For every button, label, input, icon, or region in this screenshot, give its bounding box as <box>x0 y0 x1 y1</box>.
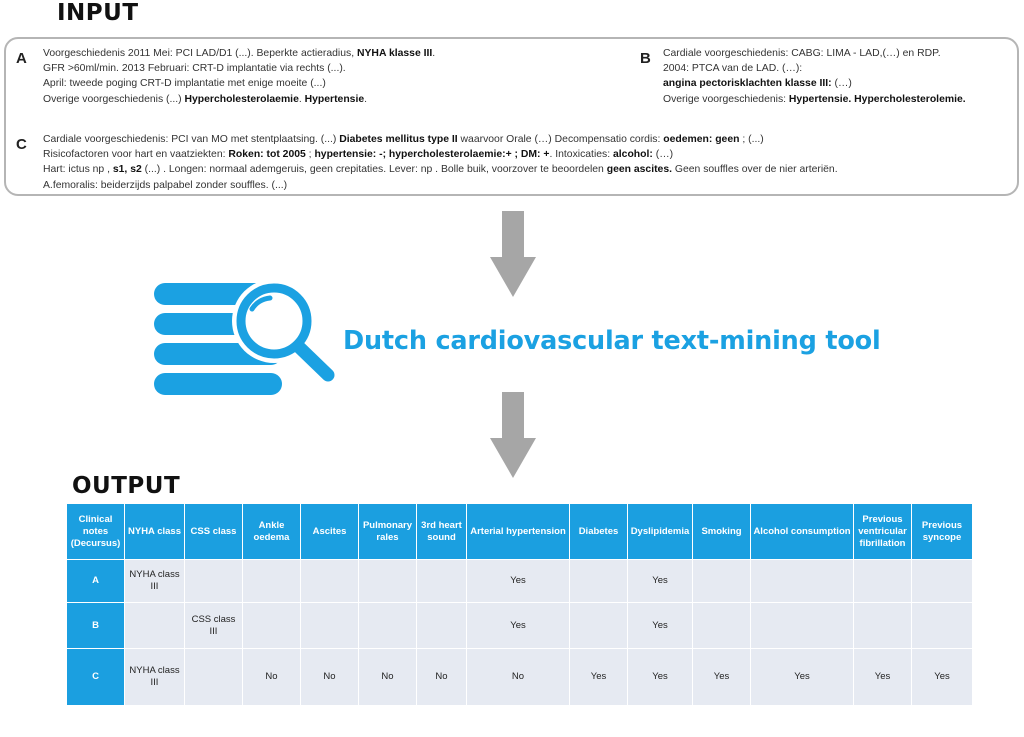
output-heading: OUTPUT <box>72 473 181 499</box>
note-highlight: Hypercholesterolaemie <box>184 93 299 105</box>
table-cell: Yes <box>628 649 693 706</box>
note-line <box>43 76 435 91</box>
table-cell: Yes <box>570 649 628 706</box>
table-cell <box>417 603 467 649</box>
col-header: Ascites <box>301 504 359 560</box>
note-line <box>43 92 435 107</box>
col-header: CSS class <box>185 504 243 560</box>
note-segment: waarvoor Orale (…) Decompensatio cordis: <box>457 134 664 145</box>
col-header: Alcohol consumption <box>751 504 854 560</box>
note-line <box>43 132 838 147</box>
table-cell <box>751 560 854 603</box>
note-c-letter: C <box>16 136 27 153</box>
note-line <box>43 178 838 193</box>
table-cell <box>359 603 417 649</box>
col-header: Pulmonary rales <box>359 504 417 560</box>
table-cell: No <box>467 649 570 706</box>
table-cell <box>125 603 185 649</box>
note-segment: A.femoralis: beiderzijds palpabel zonder souffles. (...) <box>43 179 288 191</box>
table-row <box>67 603 973 649</box>
output-table <box>66 503 973 706</box>
table-cell: No <box>417 649 467 706</box>
col-header: Previous ventricular fibrillation <box>854 504 912 560</box>
table-cell <box>751 603 854 649</box>
note-segment: (…) <box>652 149 674 161</box>
table-cell <box>243 560 301 603</box>
note-highlight: angina pectorisklachten klasse III: <box>663 78 832 90</box>
table-cell <box>301 603 359 649</box>
note-b-letter: B <box>640 50 651 67</box>
table-row <box>67 560 973 603</box>
note-segment: (...) . Longen: normaal ademgeruis, geen crepitaties. Lever: np . Bolle buik, voorzover te beoordelen <box>141 164 607 176</box>
note-segment: Cardiale voorgeschiedenis: CABG: LIMA - LAD,(…) en RDP. <box>663 48 941 59</box>
note-highlight: oedemen: geen <box>663 134 740 145</box>
table-cell <box>912 603 973 649</box>
table-cell <box>185 560 243 603</box>
note-segment: . <box>298 93 305 105</box>
note-b-text <box>663 46 966 107</box>
table-cell <box>359 560 417 603</box>
table-header-row <box>67 504 973 560</box>
database-search-icon <box>152 271 338 403</box>
table-cell <box>912 560 973 603</box>
note-highlight: hypertensie: -; hypercholesterolaemie:+ ; DM: + <box>314 149 550 161</box>
note-a-letter: A <box>16 50 27 67</box>
table-cell <box>570 560 628 603</box>
note-segment: Overige voorgeschiedenis: <box>663 93 789 105</box>
table-cell: NYHA class III <box>125 560 185 603</box>
down-arrow-icon <box>490 392 536 478</box>
table-cell <box>570 603 628 649</box>
note-segment: ; (...) <box>739 134 764 145</box>
row-label: A <box>67 560 125 603</box>
table-row <box>67 649 973 706</box>
note-segment: Risicofactoren voor hart en vaatziekten: <box>43 149 229 161</box>
table-cell: No <box>243 649 301 706</box>
row-label: C <box>67 649 125 706</box>
table-cell: NYHA class III <box>125 649 185 706</box>
col-header: Dyslipidemia <box>628 504 693 560</box>
table-cell: Yes <box>467 560 570 603</box>
table-cell: Yes <box>693 649 751 706</box>
note-highlight: geen ascites. <box>606 164 673 176</box>
note-segment: Overige voorgeschiedenis (...) <box>43 93 185 105</box>
note-highlight: alcohol: <box>613 149 653 161</box>
col-header: Clinical notes (Decursus) <box>67 504 125 560</box>
row-label: B <box>67 603 125 649</box>
col-header: Previous syncope <box>912 504 973 560</box>
table-cell <box>693 603 751 649</box>
note-segment: ; <box>305 149 315 161</box>
tool-title: Dutch cardiovascular text-mining tool <box>343 326 881 356</box>
table-cell: Yes <box>467 603 570 649</box>
note-segment: Hart: ictus np , <box>43 164 113 176</box>
note-segment: . Intoxicaties: <box>549 149 613 161</box>
note-segment: Cardiale voorgeschiedenis: PCI van MO met stentplaatsing. (...) <box>43 134 340 145</box>
note-a-text <box>43 46 435 107</box>
note-line <box>43 147 838 162</box>
col-header: Ankle oedema <box>243 504 301 560</box>
note-segment: 2004: PTCA van de LAD. (…): <box>663 63 803 75</box>
table-cell <box>693 560 751 603</box>
down-arrow-icon <box>490 211 536 297</box>
note-line <box>663 92 966 107</box>
note-segment: April: tweede poging CRT-D implantatie met enige moeite (...) <box>43 78 326 90</box>
col-header: 3rd heart sound <box>417 504 467 560</box>
table-cell: Yes <box>628 603 693 649</box>
note-segment: . <box>432 48 436 59</box>
note-highlight: Diabetes mellitus type II <box>339 134 458 145</box>
note-highlight: Hypertensie <box>304 93 365 105</box>
note-highlight: Hypertensie. Hypercholesterolemie. <box>788 93 966 105</box>
note-line <box>43 162 838 177</box>
table-cell: No <box>359 649 417 706</box>
table-cell: Yes <box>628 560 693 603</box>
table-cell <box>301 560 359 603</box>
col-header: NYHA class <box>125 504 185 560</box>
note-line <box>663 61 966 76</box>
note-c-text <box>43 132 838 193</box>
table-cell: Yes <box>751 649 854 706</box>
note-highlight: NYHA klasse III <box>357 48 433 59</box>
note-highlight: s1, s2 <box>112 164 142 176</box>
col-header: Diabetes <box>570 504 628 560</box>
table-cell <box>417 560 467 603</box>
table-cell <box>854 560 912 603</box>
table-cell <box>854 603 912 649</box>
table-cell: No <box>301 649 359 706</box>
input-heading: INPUT <box>57 0 139 26</box>
table-cell: Yes <box>912 649 973 706</box>
note-line <box>663 46 966 61</box>
note-line <box>43 46 435 61</box>
table-cell: Yes <box>854 649 912 706</box>
note-segment: (…) <box>831 78 852 90</box>
table-cell: CSS class III <box>185 603 243 649</box>
col-header: Arterial hypertension <box>467 504 570 560</box>
note-segment: GFR >60ml/min. 2013 Februari: CRT-D implantatie via rechts (...). <box>43 63 346 75</box>
table-cell <box>185 649 243 706</box>
note-highlight: Roken: tot 2005 <box>228 149 306 161</box>
note-segment: . <box>364 93 368 105</box>
note-segment: Voorgeschiedenis 2011 Mei: PCI LAD/D1 (...). Beperkte actieradius, <box>43 48 357 59</box>
note-line <box>43 61 435 76</box>
col-header: Smoking <box>693 504 751 560</box>
note-line <box>663 76 966 91</box>
note-segment: Geen souffles over de nier arteriën. <box>672 164 838 176</box>
table-cell <box>243 603 301 649</box>
